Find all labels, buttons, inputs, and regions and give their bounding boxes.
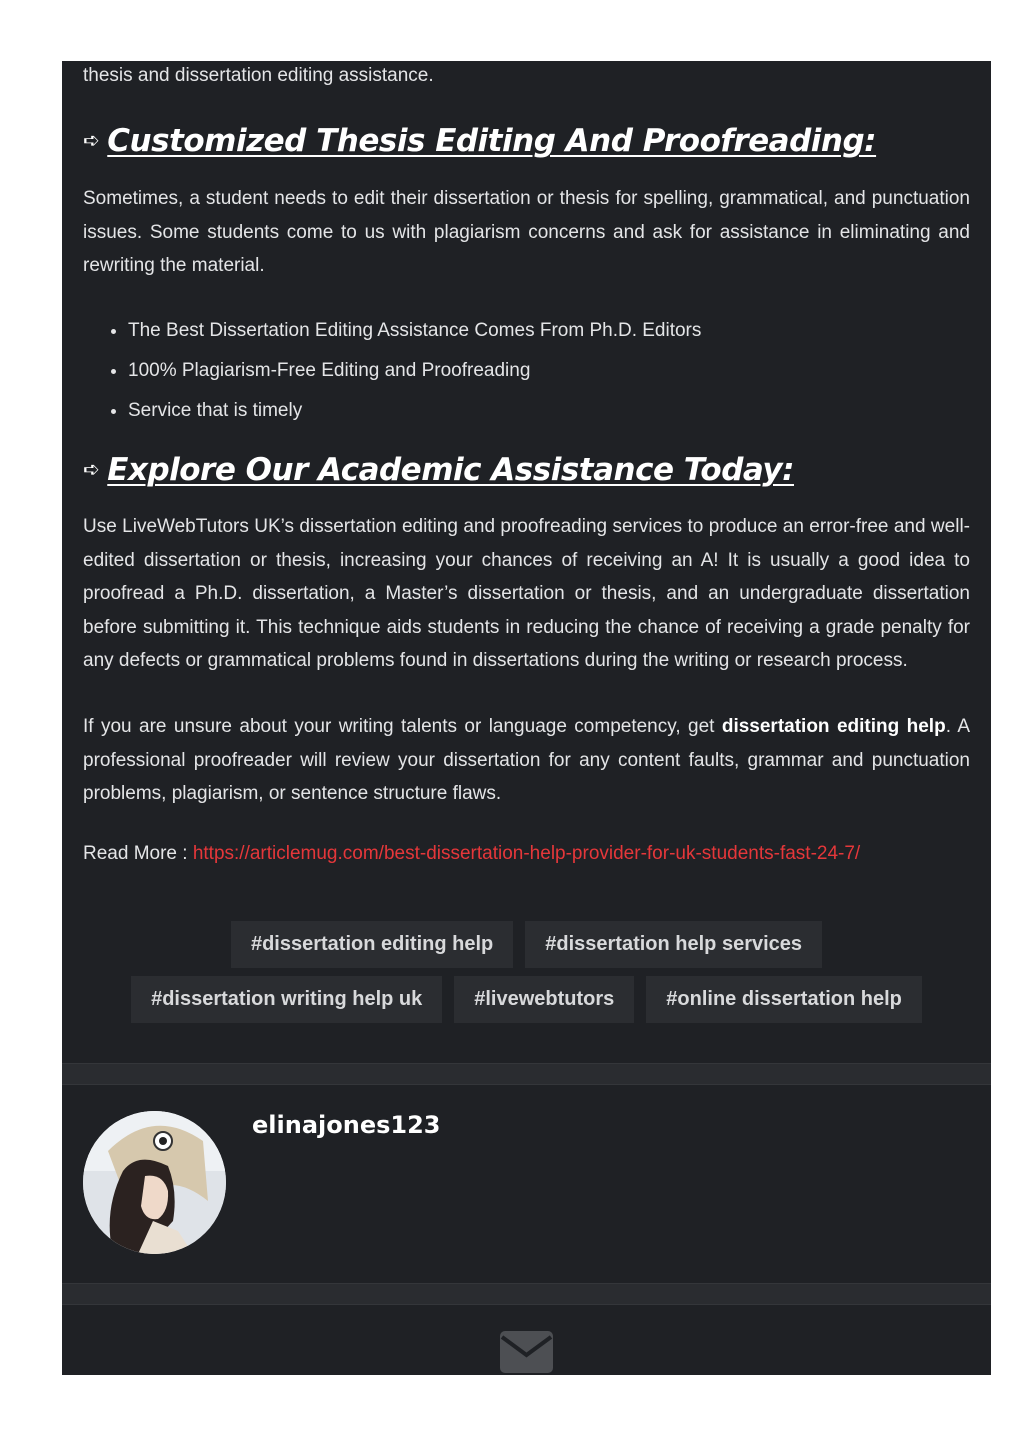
list-item: • Service that is timely <box>128 391 701 431</box>
list-item: • The Best Dissertation Editing Assistance Comes From Ph.D. Editors <box>128 311 701 351</box>
paragraph-text: If you are unsure about your writing talents or language competency, get <box>83 716 722 737</box>
intro-text: thesis and dissertation editing assistance. <box>83 65 434 86</box>
arrow-icon: ➪ <box>83 128 100 152</box>
article-card <box>62 61 991 1375</box>
read-more-label: Read More : <box>83 843 193 864</box>
tag-row <box>83 921 970 968</box>
author-name[interactable]: elinajones123 <box>252 1111 441 1139</box>
arrow-icon: ➪ <box>83 457 100 481</box>
list-item: • 100% Plagiarism-Free Editing and Proofreading <box>128 351 701 391</box>
section-divider <box>62 1063 991 1085</box>
section-divider <box>62 1283 991 1305</box>
paragraph-text: . A professional proofreader will review your dissertation for any content faults, grammar and punctuation problems, plagiarism, or sentence structure flaws. <box>83 716 970 804</box>
tag-list <box>83 921 970 1031</box>
read-more <box>83 843 860 865</box>
tag-row <box>83 976 970 1023</box>
tag-chip[interactable]: #dissertation editing help <box>231 921 513 968</box>
section-heading-text: Explore Our Academic Assistance Today: <box>107 452 794 488</box>
section1-paragraph: Sometimes, a student needs to edit their dissertation or thesis for spelling, grammatical, and punctuation issues. Some students come to us with plagiarism concerns and ask for assistance in eliminating and rewriting the material. <box>83 188 970 276</box>
section-heading-thesis-editing <box>83 123 876 159</box>
author-avatar[interactable] <box>83 1111 226 1254</box>
mail-envelope-icon[interactable] <box>500 1331 553 1375</box>
section-heading-academic-assistance <box>83 452 794 488</box>
tag-chip[interactable]: #livewebtutors <box>454 976 634 1023</box>
tag-chip[interactable]: #online dissertation help <box>646 976 922 1023</box>
section2-paragraph-2 <box>83 710 970 811</box>
feature-list <box>83 311 701 431</box>
keyword-bold: dissertation editing help <box>721 716 946 737</box>
avatar-image <box>83 1111 226 1254</box>
tag-chip[interactable]: #dissertation writing help uk <box>131 976 442 1023</box>
read-more-link[interactable]: https://articlemug.com/best-dissertation-help-provider-for-uk-students-fast-24-7/ <box>192 843 861 864</box>
section-heading-text: Customized Thesis Editing And Proofreading: <box>107 123 877 159</box>
section2-paragraph-1: Use LiveWebTutors UK’s dissertation editing and proofreading services to produce an error-free and well-edited dissertation or thesis, increasing your chances of receiving an A! It is usually a good idea to proofread a Ph.D. dissertation, a Master’s dissertation or thesis, and an undergraduate dissertation before submitting it. This technique aids students in reducing the chance of receiving a grade penalty for any defects or grammatical problems found in dissertations during the writing or research process. <box>83 516 970 671</box>
tag-chip[interactable]: #dissertation help services <box>525 921 822 968</box>
